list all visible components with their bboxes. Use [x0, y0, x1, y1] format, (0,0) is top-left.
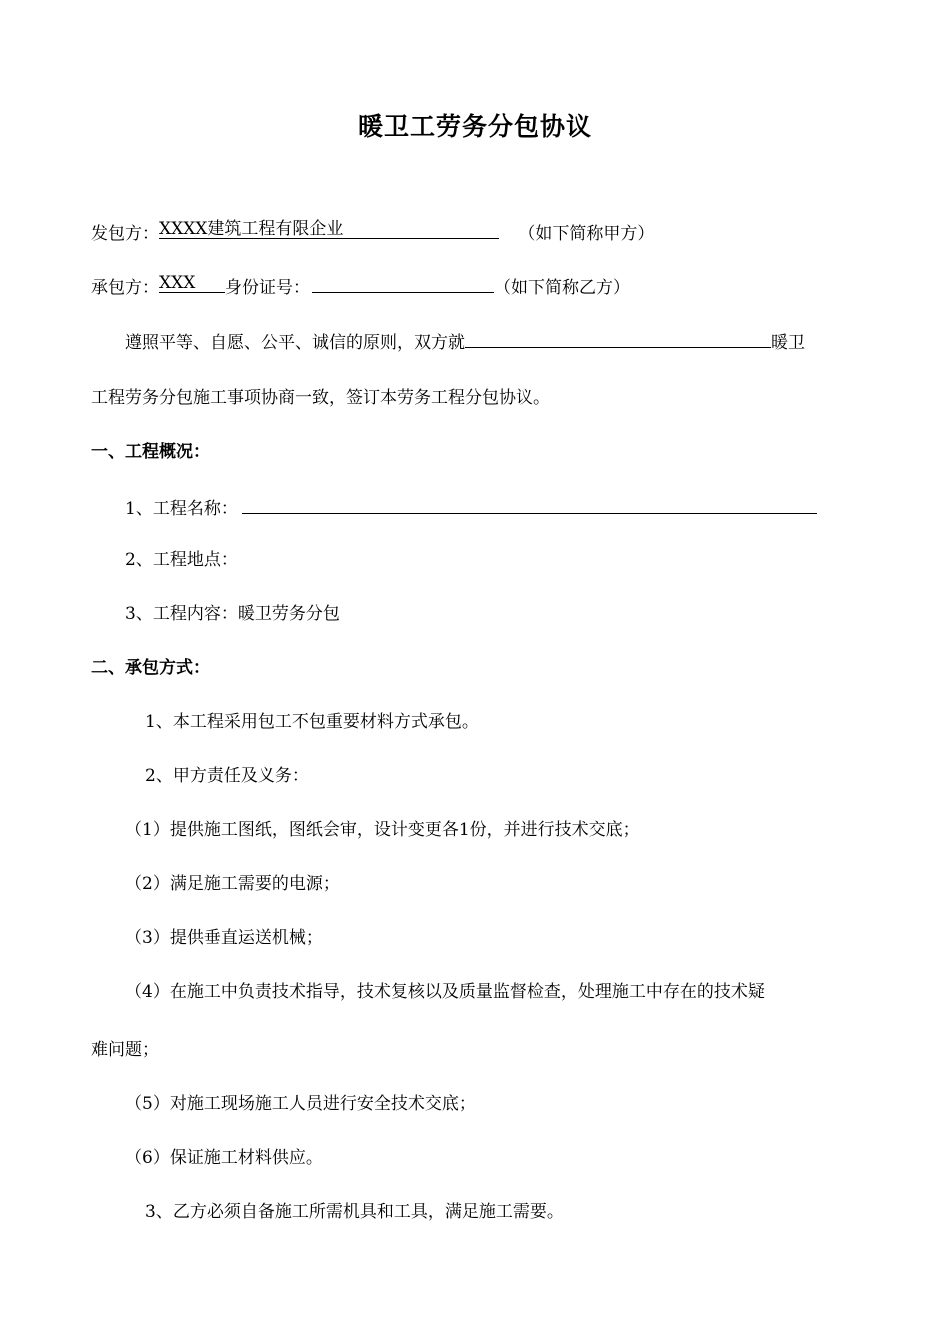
party-b-id-field [312, 274, 494, 293]
project-name-blank [242, 495, 817, 514]
section-1-heading: 一、工程概况： [91, 442, 210, 462]
duty-item: （1）提供施工图纸，图纸会审，设计变更各1份，并进行技术交底； [125, 820, 640, 840]
project-name-line [125, 495, 817, 520]
project-name-label: 1、工程名称： [125, 499, 238, 519]
project-content-line: 3、工程内容：暖卫劳务分包 [125, 604, 340, 624]
party-b-note: （如下简称乙方） [494, 278, 630, 298]
duty-item: （4）在施工中负责技术指导，技术复核以及质量监督检查，处理施工中存在的技术疑 [125, 982, 765, 1002]
party-b-label: 承包方： [91, 278, 159, 298]
duty-item-continuation: 难问题； [91, 1040, 159, 1060]
party-a-label: 发包方： [91, 224, 159, 244]
preamble-line-2: 工程劳务分包施工事项协商一致，签订本劳务工程分包协议。 [91, 388, 550, 408]
preamble-end: 暖卫 [771, 333, 805, 353]
contract-method-item-1: 1、本工程采用包工不包重要材料方式承包。 [145, 712, 479, 732]
party-b-line [91, 274, 630, 299]
party-b-value: XXX [159, 273, 196, 293]
party-a-line [91, 220, 654, 245]
duty-item: （3）提供垂直运送机械； [125, 928, 323, 948]
section-2-heading: 二、承包方式： [91, 658, 210, 678]
party-a-value: XXXX建筑工程有限企业 [159, 219, 344, 239]
contract-method-item-2: 2、甲方责任及义务： [145, 766, 309, 786]
party-a-note: （如下简称甲方） [518, 224, 655, 244]
duty-item: （5）对施工现场施工人员进行安全技术交底； [125, 1094, 476, 1114]
preamble-start: 遵照平等、自愿、公平、诚信的原则，双方就 [125, 333, 465, 353]
party-b-id-label: 身份证号： [225, 278, 310, 298]
duty-item: （2）满足施工需要的电源； [125, 874, 340, 894]
project-location-line: 2、工程地点： [125, 550, 238, 570]
document-title: 暖卫工劳务分包协议 [357, 112, 592, 141]
duty-item: （6）保证施工材料供应。 [125, 1148, 323, 1168]
party-a-field [159, 220, 499, 239]
project-blank [465, 329, 771, 348]
preamble-line-1 [125, 329, 805, 354]
party-b-field [159, 274, 225, 293]
contract-method-item-3: 3、乙方必须自备施工所需机具和工具，满足施工需要。 [145, 1202, 564, 1222]
